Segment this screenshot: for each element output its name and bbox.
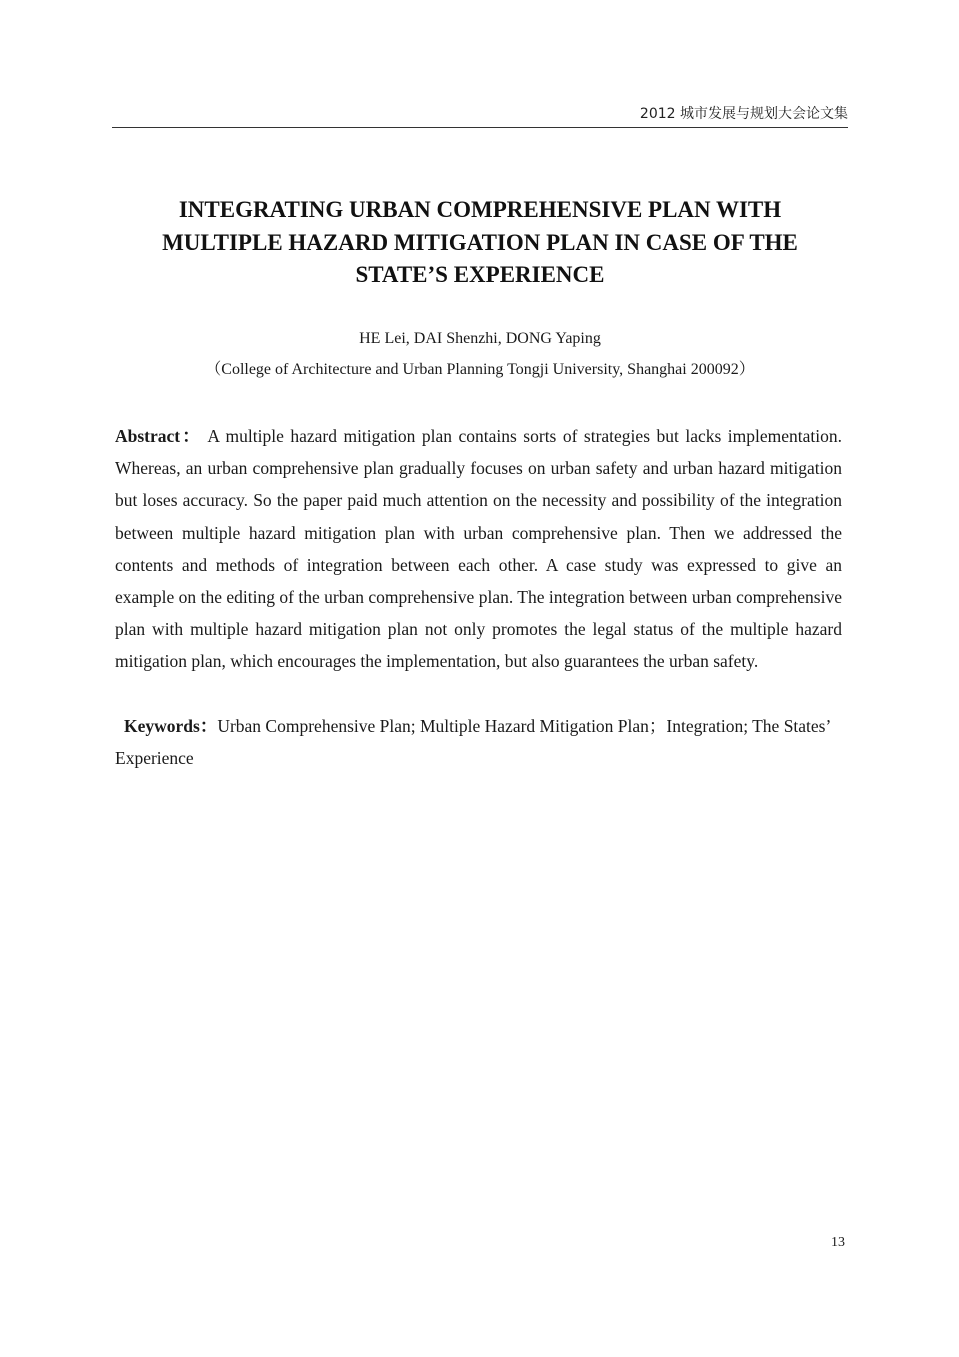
paper-title-line: STATE’S EXPERIENCE — [355, 262, 605, 287]
keywords-text: Urban Comprehensive Plan; Multiple Hazard Mitigation Plan；Integration; The States’ Experience — [115, 716, 831, 769]
author-affiliation: （College of Architecture and Urban Planning Tongji University, Shanghai 200092） — [205, 361, 755, 378]
header-divider — [112, 127, 848, 128]
paper-title-line: INTEGRATING URBAN COMPREHENSIVE PLAN WITH — [178, 197, 782, 222]
running-header: 2012 城市发展与规划大会论文集 — [639, 106, 848, 122]
author-list: HE Lei, DAI Shenzhi, DONG Yaping — [359, 330, 601, 347]
page-number: 13 — [831, 1235, 845, 1250]
keywords — [115, 710, 842, 774]
abstract — [115, 420, 842, 678]
abstract-label: Abstract： — [115, 426, 202, 446]
keywords-label: Keywords： — [124, 716, 218, 736]
paper-title-line: MULTIPLE HAZARD MITIGATION PLAN IN CASE OF THE — [162, 229, 798, 255]
paper-title — [112, 194, 848, 292]
abstract-text: A multiple hazard mitigation plan contains sorts of strategies but lacks implementation. Whereas, an urban comprehensive plan gradually focuses on urban safety and urban hazard mitigation but loses accuracy. So the paper paid much attention on the necessity and possibility of the integration between multiple hazard mitigation plan with urban comprehensive plan. Then we addressed the contents and methods of integration between each other. A case study was expressed to give an example on the editing of the urban comprehensive plan. The integration between urban comprehensive plan with multiple hazard mitigation plan not only promotes the legal status of the multiple hazard mitigation plan, which encourages the implementation, but also guarantees the urban safety. — [115, 426, 842, 672]
